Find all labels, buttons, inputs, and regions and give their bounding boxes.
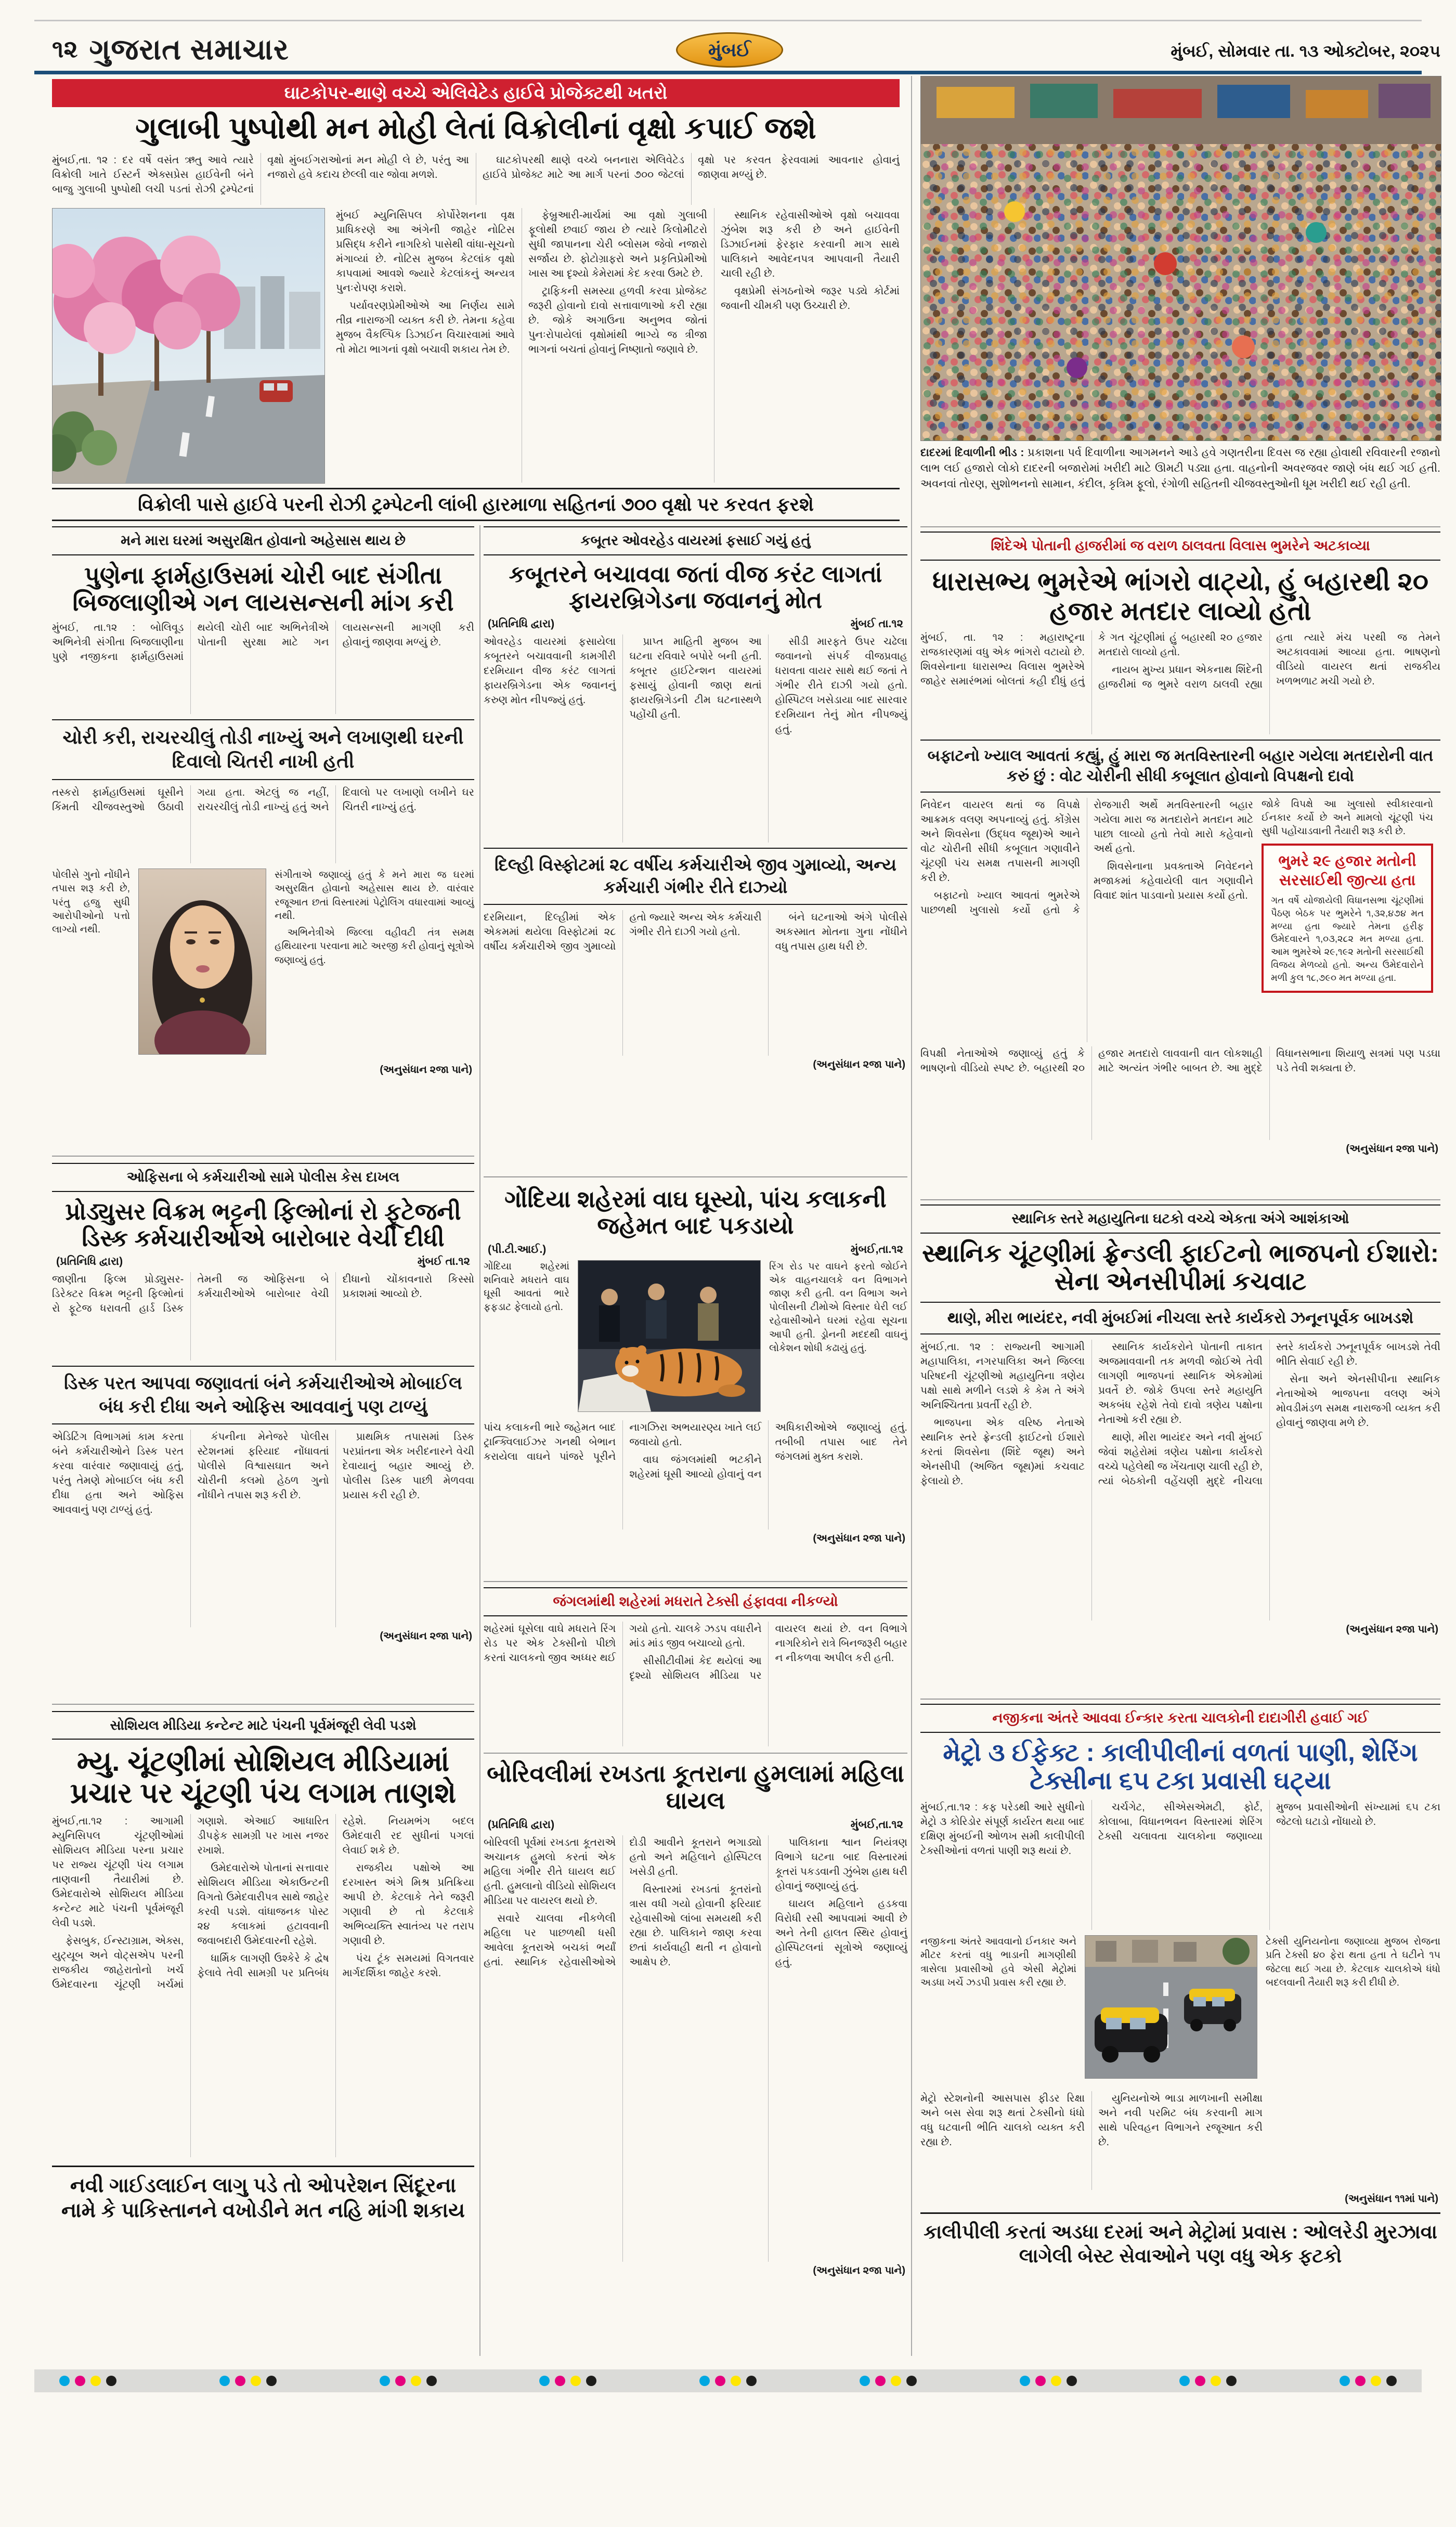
lead-kicker: ઘાટકોપર-થાણે વચ્ચે એલિવેટેડ હાઈવે પ્રોજેક્ટથી ખતરો — [52, 79, 900, 107]
pink-trees-illustration — [53, 209, 324, 483]
body-paragraph: યુનિયનોએ ભાડા માળખાની સમીક્ષા અને નવી પરમિટ બંધ કરવાની માગ સાથે પરિવહન વિભાગને રજૂઆત કરી છે. — [1098, 2093, 1263, 2148]
bhumre-stat-box — [1262, 844, 1433, 992]
pigeon-kicker: કબૂતર ઓવરહેડ વાયરમાં ફસાઈ ગયું હતું — [484, 526, 907, 555]
sangeeta-portrait-photo — [138, 869, 266, 1055]
cmyk-dot-group — [1179, 2376, 1237, 2386]
cmyk-dot-group — [380, 2376, 437, 2386]
body-paragraph: મુંબઈ, તા. ૧૨ : મહારાષ્ટ્રના રાજકારણમાં વધુ એક ભાંગરો વટાયો છે. શિવસેનાના ધારાસભ્ય વિલાસ ભુમરેએ જાહેર સમારંભમાં બોલતાં કહી દીધું હતું કે ગત ચૂંટણીમાં હું બહારથી ૨૦ હજાર મતદારો લાવ્યો હતો. — [920, 631, 1263, 687]
tiger-body-2 — [484, 1420, 907, 1530]
body-paragraph: મુંબઈ,તા.૧૨ : કફ પરેડથી આરે સુધીનો મેટ્રો ૩ કોરિડોર સંપૂર્ણ કાર્યરત થયા બાદ દક્ષિણ મુંબઈની ઓળખ સમી કાલીપીલી ટેક્સીઓનાં વળતાં પાણી શરૂ થયાં છે. — [920, 1802, 1085, 1857]
registration-dot — [411, 2376, 421, 2386]
registration-dot — [891, 2376, 901, 2386]
sangeeta-headline: પુણેના ફાર્મહાઉસમાં ચોરી બાદ સંગીતા બિજલાણીએ ગન લાયસન્સની માંગ કરી — [72, 561, 454, 616]
divider — [920, 526, 1440, 527]
registration-dot — [75, 2376, 85, 2386]
taxi-body-2 — [920, 2091, 1440, 2190]
registration-dot — [1355, 2376, 1366, 2386]
credit-dateline: મુંબઈ તા.૧૨ — [850, 618, 903, 630]
borivali-credit — [488, 1819, 903, 1831]
registration-dot — [555, 2376, 565, 2386]
edition-badge: મુંબઈ — [676, 32, 783, 68]
body-paragraph: ગોંદિયા શહેરમાં શનિવારે મધરાતે વાઘ ઘૂસી આવતાં ભારે ફફડાટ ફેલાયો હતો. — [484, 1261, 569, 1313]
registration-dot — [746, 2376, 757, 2386]
body-paragraph: શિવસેનાના પ્રવક્તાએ નિવેદનને મજાકમાં કહેવાયેલી વાત ગણાવીને વિવાદ શાંત પાડવાનો પ્રયાસ કર્યો હતો. — [1094, 860, 1253, 901]
body-paragraph: વિપક્ષી નેતાઓએ જણાવ્યું હતું કે ભાષણનો વીડિયો સ્પષ્ટ છે. બહારથી ૨૦ હજાર મતદારો લાવવાની વાત લોકશાહી માટે અત્યંત ગંભીર બાબત છે. આ મુદ્દે વિધાનસભાના શિયાળુ સત્રમાં પણ પડઘા પડે તેવી શક્યતા છે. — [920, 1047, 1440, 1074]
lead-body-top — [52, 153, 900, 205]
body-paragraph: રિંગ રોડ પર વાઘને ફરતો જોઈને એક વાહનચાલકે વન વિભાગને જાણ કરી હતી. વન વિભાગ અને પોલીસની ટીમોએ વિસ્તાર ઘેરી લઈ રહેવાસીઓને ઘરમાં રહેવા સૂચના આપી હતી. ડ્રોનની મદદથી વાઘનું લોકેશન શોધી કઢાયું હતું. — [769, 1261, 907, 1354]
body-paragraph: રાજકીય પક્ષોએ આ દરખાસ્ત અંગે મિશ્ર પ્રતિક્રિયા આપી છે. કેટલાકે તેને જરૂરી ગણાવી છે તો કેટલાકે અભિવ્યક્તિ સ્વાતંત્ર્ય પર તરાપ ગણાવી છે. — [342, 1862, 474, 1947]
body-paragraph: નજીકના અંતરે આવવાનો ઈનકાર અને મીટર કરતાં વધુ ભાડાની માગણીથી ત્રાસેલા પ્રવાસીઓ હવે એસી મેટ્રોમાં અડધા ખર્ચે ઝડપી પ્રવાસ કરી રહ્યા છે. — [920, 1936, 1076, 1988]
registration-dot — [539, 2376, 550, 2386]
pink-trumpet-trees-photo — [52, 208, 325, 484]
sangeeta-side-left — [52, 869, 130, 1061]
mahayuti-kicker: સ્થાનિક સ્તરે મહાયુતિના ઘટકો વચ્ચે એકતા અંગે આશંકાઓ — [920, 1204, 1440, 1234]
divider — [920, 1699, 1440, 1700]
header-rule — [34, 71, 1422, 74]
bhumre-body-2 — [920, 798, 1253, 1042]
body-paragraph: સંગીતાએ જણાવ્યું હતું કે મને મારા જ ઘરમાં અસુરક્ષિત હોવાનો અહેસાસ થાય છે. વારંવાર રજૂઆત છતાં વિસ્તારમાં પેટ્રોલિંગ વધારવામાં આવ્યું નથી. — [275, 870, 474, 922]
registration-dot — [59, 2376, 70, 2386]
divider — [52, 1156, 474, 1157]
registration-dot — [106, 2376, 116, 2386]
main-column-rule — [911, 76, 912, 2356]
body-paragraph: વૃક્ષપ્રેમી સંગઠનોએ જરૂર પડ્યે કોર્ટમાં જવાની ચીમકી પણ ઉચ્ચારી છે. — [721, 286, 900, 312]
registration-dot — [860, 2376, 870, 2386]
story-mahayuti — [920, 1204, 1440, 1695]
body-paragraph: કંપનીના મેનેજરે પોલીસ સ્ટેશનમાં ફરિયાદ નોંધાવતાં પોલીસે વિશ્વાસઘાત અને ચોરીની કલમો હેઠળ ગુનો નોંધીને તપાસ શરૂ કરી છે. — [197, 1431, 329, 1501]
registration-dot — [1226, 2376, 1237, 2386]
body-paragraph: એડિટિંગ વિભાગમાં કામ કરતા બંને કર્મચારીઓને ડિસ્ક પરત કરવા વારંવાર જણાવાયું હતું, પરંતુ તેમણે મોબાઈલ બંધ કરી દીધા હતા અને ઓફિસ આવવાનું પણ ટાળ્યું હતું. — [52, 1431, 184, 1515]
registration-dot — [875, 2376, 886, 2386]
vikram-deck: ડિસ્ક પરત આપવા જણાવતાં બંને કર્મચારીઓએ મોબાઈલ બંધ કરી દીધા અને ઓફિસ આવવાનું પણ ટાળ્યું — [52, 1366, 474, 1424]
body-paragraph: પોલીસે ગુનો નોંધીને તપાસ શરૂ કરી છે, પરંતુ હજુ સુધી આરોપીઓનો પત્તો લાગ્યો નથી. — [52, 870, 130, 936]
credit-byline: (પ્રતિનિધિ દ્વારા) — [488, 618, 555, 630]
body-paragraph: ઘાયલ મહિલાને હડકવા વિરોધી રસી આપવામાં આવી છે અને તેની હાલત સ્થિર હોવાનું હોસ્પિટલનાં સૂત્રોએ જણાવ્યું હતું. — [775, 1898, 907, 1968]
bhumre-body-3 — [920, 1046, 1440, 1140]
body-paragraph: પાંચ કલાકની ભારે જહેમત બાદ ટ્રાન્ક્વિલાઈઝર ગનથી બેભાન કરાયેલા વાઘને પાંજરે પૂરીને નાગઝિરા અભયારણ્ય ખાતે લઈ જવાયો હતો. — [484, 1421, 762, 1462]
vikram-kicker: ઓફિસના બે કર્મચારીઓ સામે પોલીસ કેસ દાખલ — [52, 1163, 474, 1192]
tiger-credit — [488, 1243, 903, 1256]
body-paragraph: ચર્ચગેટ, સીએસએમટી, ફોર્ટ, કોલાબા, વિધાનભવન વિસ્તારમાં શેરિંગ ટેક્સી ચલાવતા ચાલકોના જણાવ્યા મુજબ પ્રવાસીઓની સંખ્યામાં ૬૫ ટકા જેટલો ઘટાડો નોંધાયો છે. — [1098, 1802, 1440, 1843]
mahayuti-deck: થાણે, મીરા ભાયંદર, નવી મુંબઈમાં નીચલા સ્તરે કાર્યકરો ઝનૂનપૂર્વક બાખડશે — [920, 1302, 1440, 1334]
jungle-taxi-kicker: જંગલમાંથી શહેરમાં મધરાતે ટેક્સી હંફાવવા નીકળ્યો — [484, 1587, 907, 1616]
registration-strip — [34, 2369, 1422, 2392]
cmyk-dot-group — [1020, 2376, 1077, 2386]
story-borivali-block — [484, 1587, 907, 2356]
bhumre-right-stack — [1262, 798, 1433, 1042]
tiger-headline: ગોંદિયા શહેરમાં વાઘ ઘૂસ્યો, પાંચ કલાકની જહેમત બાદ પકડાયો — [504, 1186, 887, 1239]
divider — [484, 1176, 907, 1177]
sangeeta-kicker: મને મારા ઘરમાં અસુરક્ષિત હોવાનો અહેસાસ થાય છે — [52, 526, 474, 555]
body-paragraph: સીસીટીવીમાં કેદ થયેલાં આ દૃશ્યો સોશિયલ મીડિયા પર વાયરલ થયાં છે. વન વિભાગે નાગરિકોને રાત્રે બિનજરૂરી બહાર ન નીકળવા અપીલ કરી હતી. — [629, 1623, 907, 1681]
body-paragraph: સેના અને એનસીપીના સ્થાનિક નેતાઓએ ભાજપના વલણ અંગે મોવડીમંડળ સમક્ષ નારાજગી વ્યક્ત કરી હોવાનું જાણવા મળે છે. — [1276, 1373, 1440, 1429]
jungle-taxi-body — [484, 1622, 907, 1746]
bhumre-kicker: શિંદેએ પોતાની હાજરીમાં જ વરાળ ઠાલવતા વિલાસ ભુમરેને અટકાવ્યા — [920, 532, 1440, 561]
body-paragraph: ઓવરહેડ વાયરમાં ફસાયેલા કબૂતરને બચાવવાની કામગીરી દરમિયાન વીજ કરંટ લાગતાં ફાયરબ્રિગેડના એક જવાનનું કરુણ મોત નીપજ્યું હતું. — [484, 636, 616, 706]
lead-headline: ગુલાબી પુષ્પોથી મન મોહી લેતાં વિક્રોલીનાં વૃક્ષો કપાઈ જશે — [135, 111, 816, 145]
body-paragraph: પર્યાવરણપ્રેમીઓએ આ નિર્ણય સામે તીવ્ર નારાજગી વ્યક્ત કરી છે. તેમના કહેવા મુજબ વૈકલ્પિક ડિઝાઈન વિચારવામાં આવે તો મોટા ભાગનાં વૃક્ષો બચાવી શકાય તેમ છે. — [336, 300, 515, 355]
registration-dot — [699, 2376, 710, 2386]
registration-dot — [1067, 2376, 1077, 2386]
sangeeta-side-right — [275, 869, 474, 1061]
crowd-illustration — [921, 76, 1441, 440]
bhumre-claim-deck: બફાટનો ખ્યાલ આવતાં કહ્યું, હું મારા જ મતવિસ્તારની બહાર ગયેલા મતદારોની વાત કરું છું : વોટ ચોરીની સીધી કબૂલાત હોવાનો વિપક્ષનો દાવો — [920, 740, 1440, 793]
pigeon-continuation: (અનુસંધાન ૨જા પાને) — [813, 1058, 905, 1070]
social-kicker: સોશિયલ મીડિયા કન્ટેન્ટ માટે પંચની પૂર્વમંજૂરી લેવી પડશે — [52, 1711, 474, 1740]
registration-dot — [1195, 2376, 1205, 2386]
registration-dot — [906, 2376, 917, 2386]
body-paragraph: બંને ઘટનાઓ અંગે પોલીસે અકસ્માત મોતના ગુના નોંધીને વધુ તપાસ હાથ ધરી છે. — [775, 911, 907, 952]
taxi-side-right — [1266, 1935, 1440, 2086]
divider — [920, 1199, 1440, 1200]
body-paragraph: ઘાટકોપરથી થાણે વચ્ચે બનનારા એલિવેટેડ હાઈવે પ્રોજેક્ટ માટે આ માર્ગ પરનાં ૭૦૦ જેટલાં વૃક્ષો પર કરવત ફેરવવામાં આવનાર હોવાનું જાણવા મળ્યું છે. — [483, 154, 900, 180]
newspaper-logo: ગુજરાત સમાચાર — [89, 32, 289, 66]
kaali-peeli-taxi-photo — [1085, 1935, 1257, 2079]
registration-dot — [570, 2376, 581, 2386]
registration-dot — [731, 2376, 741, 2386]
bhumre-body-1 — [920, 630, 1440, 734]
registration-dot — [715, 2376, 725, 2386]
body-paragraph: નાયબ મુખ્ય પ્રધાન એકનાથ શિંદેની હાજરીમાં જ ભુમરે વરાળ ઠાલવી રહ્યા હતા ત્યારે મંચ પરથી જ તેમને અટકાવવામાં આવ્યા હતા. ભાષણનો વીડિયો વાયરલ થતાં રાજકીય ખળભળાટ મચી ગયો છે. — [1098, 631, 1440, 690]
taxi-side-left — [920, 1935, 1076, 2086]
body-paragraph: વિસ્તારમાં રખડતાં કૂતરાંનો ત્રાસ વધી ગયો હોવાની ફરિયાદ રહેવાસીઓ લાંબા સમયથી કરી રહ્યા છે. પાલિકાને જાણ કરવા છતાં કાર્યવાહી થતી ન હોવાનો આક્ષેપ છે. — [629, 1883, 762, 1968]
caption-text: પ્રકાશના પર્વ દિવાળીના આગમનને આડે હવે ગણતરીના દિવસ જ રહ્યા હોવાથી રવિવારની રજાનો લાભ લઈ હજારો લોકો દાદરની બજારોમાં ખરીદી માટે ઊમટી પડ્યા હતા. વાહનોની અવરજવર જાણે બંધ થઈ ગઈ હતી. અવનવાં તોરણ, સુશોભનનો સામાન, કંદીલ, કૃત્રિમ ફૂલો, રંગોળી સહિતની ચીજવસ્તુઓની ધૂમ ખરીદી થઈ રહી હતી. — [920, 447, 1440, 490]
bhumre-continuation: (અનુસંધાન ૨જા પાને) — [1346, 1143, 1438, 1155]
credit-byline: (પ્રતિનિધિ દ્વારા) — [488, 1818, 555, 1831]
credit-dateline: મુંબઈ,તા.૧૨ — [850, 1818, 903, 1831]
body-paragraph: ભાજપના એક વરિષ્ઠ નેતાએ સ્થાનિક સ્તરે ફ્રેન્ડલી ફાઈટનો ઈશારો કરતાં શિવસેના (શિંદે જૂથ) અને એનસીપી (અજિત જૂથ)માં કચવાટ ફેલાયો છે. — [920, 1417, 1085, 1487]
sangeeta-body-mid — [52, 785, 474, 863]
caption-lead-in: દાદરમાં દિવાળીની ભીડ : — [920, 447, 1024, 459]
story-gondia-tiger — [484, 1184, 907, 1576]
registration-dot — [380, 2376, 390, 2386]
social-bottom-headline: નવી ગાઈડલાઈન લાગુ પડે તો ઓપરેશન સિંદૂરના નામે કે પાકિસ્તાનને વખોડીને મત નહિ માંગી શકાય — [52, 2166, 474, 2224]
dadar-diwali-crowd-photo — [920, 76, 1441, 441]
body-paragraph: નિવેદન વાયરલ થતાં જ વિપક્ષે આક્રમક વલણ અપનાવ્યું હતું. કોંગ્રેસ અને શિવસેના (ઉદ્ધવ જૂથ)એ આને વોટ ચોરીની સીધી કબૂલાત ગણાવીને ચૂંટણી પંચ સમક્ષ તપાસની માગણી કરી છે. — [920, 799, 1080, 884]
registration-dot — [1020, 2376, 1030, 2386]
page-number: ૧૨ — [52, 35, 78, 62]
body-paragraph: દરમિયાન, દિલ્હીમાં એક એકમમાં થયેલા વિસ્ફોટમાં ૨૮ વર્ષીય કર્મચારીએ જીવ ગુમાવ્યો હતો જ્યારે અન્ય એક કર્મચારી ગંભીર રીતે દાઝી ગયો હતો. — [484, 911, 762, 952]
body-paragraph: બોરિવલી પૂર્વમાં રખડતા કૂતરાએ અચાનક હુમલો કરતાં એક મહિલા ગંભીર રીતે ઘાયલ થઈ હતી. હુમલાનો વીડિયો સોશિયલ મીડિયા પર વાયરલ થયો છે. — [484, 1836, 616, 1907]
body-paragraph: સ્થાનિક રહેવાસીઓએ વૃક્ષો બચાવવા ઝુંબેશ શરૂ કરી છે અને હાઈવેની ડિઝાઈનમાં ફેરફાર કરવાની માગ સાથે પાલિકાને આવેદનપત્ર આપવાની તૈયારી ચાલી રહી છે. — [721, 210, 900, 279]
stat-box-title: ભુમરે ૨૯ હજાર મતોની સરસાઈથી જીત્યા હતા — [1278, 853, 1416, 889]
sangeeta-body-1 — [52, 620, 474, 714]
registration-dot — [90, 2376, 101, 2386]
vikram-body-2 — [52, 1430, 474, 1627]
body-paragraph: ટ્રાફિકની સમસ્યા હળવી કરવા પ્રોજેક્ટ જરૂરી હોવાનો દાવો સત્તાવાળાઓ કરી રહ્યા છે. જોકે અગાઉના અનુભવ જોતાં પુનઃરોપાયેલાં વૃક્ષોમાંથી ભાગ્યે જ ત્રીજા ભાગનાં બચતાં હોવાનું નિષ્ણાતો જણાવે છે. — [528, 286, 707, 355]
registration-dot — [266, 2376, 277, 2386]
captured-tiger-photo — [578, 1260, 761, 1412]
registration-dot — [1386, 2376, 1397, 2386]
cmyk-dot-group — [59, 2376, 116, 2386]
body-paragraph: જાણીતા ફિલ્મ પ્રોડ્યુસર-ડિરેક્ટર વિક્રમ ભટ્ટની ફિલ્મોનાં રો ફૂટેજ ધરાવતી હાર્ડ ડિસ્ક તેમની જ ઓફિસના બે કર્મચારીઓએ બારોબાર વેચી દીધાનો ચોંકાવનારો કિસ્સો પ્રકાશમાં આવ્યો છે. — [52, 1274, 474, 1315]
body-paragraph: પાલિકાના શ્વાન નિયંત્રણ વિભાગે ઘટના બાદ વિસ્તારમાં કૂતરાં પકડવાની ઝુંબેશ હાથ ધરી હોવાનું જણાવ્યું હતું. — [775, 1836, 907, 1892]
sangeeta-deck: ચોરી કરી, રાચરચીલું તોડી નાખ્યું અને લખાણથી ઘરની દિવાલો ચિતરી નાખી હતી — [52, 719, 474, 781]
registration-dot — [1051, 2376, 1061, 2386]
cmyk-dot-group — [1340, 2376, 1397, 2386]
borivali-headline: બોરિવલીમાં રખડતા કૂતરાના હુમલામાં મહિલા ઘાયલ — [487, 1759, 904, 1815]
pigeon-body-2 — [484, 910, 907, 1056]
vikram-credit — [56, 1255, 470, 1268]
social-headline: મ્યુ. ચૂંટણીમાં સોશિયલ મીડિયામાં પ્રચાર પર ચૂંટણી પંચ લગામ તાણશે — [70, 1745, 457, 1809]
registration-dot — [426, 2376, 437, 2386]
taxi-illustration — [1085, 1936, 1257, 2078]
pigeon-headline: કબૂતરને બચાવવા જતાં વીજ કરંટ લાગતાં ફાયરબ્રિગેડના જવાનનું મોત — [509, 561, 882, 613]
body-paragraph: મુંબઈ,તા.૧૨ : આગામી મ્યુનિસિપલ ચૂંટણીઓમાં સોશિયલ મીડિયા પરના પ્રચાર પર રાજ્ય ચૂંટણી પંચ લગામ તાણવાની તૈયારીમાં છે. ઉમેદવારોએ સોશિયલ મીડિયા કન્ટેન્ટ માટે પંચની પૂર્વમંજૂરી લેવી પડશે. — [52, 1815, 184, 1929]
cmyk-dot-group — [699, 2376, 757, 2386]
registration-dot — [219, 2376, 230, 2386]
mahayuti-continuation: (અનુસંધાન ૨જા પાને) — [1346, 1624, 1438, 1636]
story-vikram-bhatt — [52, 1163, 474, 1699]
registration-dot — [586, 2376, 596, 2386]
crowd-photo-caption — [920, 445, 1440, 523]
body-paragraph: શહેરમાં ઘૂસેલા વાઘે મધરાતે રિંગ રોડ પર એક ટેક્સીનો પીછો કરતાં ચાલકનો જીવ અધ્ધર થઈ ગયો હતો. ચાલકે ઝડપ વધારીને માંડ માંડ જીવ બચાવ્યો હતો. — [484, 1623, 762, 1664]
taxi-bottom-band: કાલીપીલી કરતાં અડધા દરમાં અને મેટ્રોમાં પ્રવાસ : ઓલરેડી મુરઝાવા લાગેલી બેસ્ટ સેવાઓને પણ વધુ એક ફટકો — [920, 2212, 1440, 2269]
cmyk-dot-group — [219, 2376, 277, 2386]
vikram-headline: પ્રોડ્યુસર વિક્રમ ભટ્ટની ફિલ્મોનાં રો ફૂટેજની ડિસ્ક કર્મચારીઓએ બારોબાર વેચી દીધી — [65, 1198, 461, 1252]
registration-dot — [235, 2376, 245, 2386]
cmyk-dot-group — [539, 2376, 596, 2386]
credit-dateline: મુંબઈ તા.૧૨ — [417, 1255, 470, 1268]
bhumre-box-note: જોકે વિપક્ષે આ ખુલાસો સ્વીકારવાનો ઈનકાર કર્યો છે અને મામલો ચૂંટણી પંચ સુધી પહોંચાડવાની તૈયારી શરૂ કરી છે. — [1262, 798, 1433, 837]
registration-dot — [1035, 2376, 1046, 2386]
lead-body-main — [336, 208, 900, 483]
pigeon-delhi-deck: દિલ્હી વિસ્ફોટમાં ૨૮ વર્ષીય કર્મચારીએ જીવ ગુમાવ્યો, અન્ય કર્મચારી ગંભીર રીતે દાઝ્યો — [484, 848, 907, 905]
vikram-continuation: (અનુસંધાન ૨જા પાને) — [380, 1630, 472, 1642]
story-pigeon — [484, 526, 907, 1171]
body-paragraph: મેટ્રો સ્ટેશનોની આસપાસ ફીડર રિક્ષા અને બસ સેવા શરૂ થતાં ટેક્સીનો ધંધો વધુ ઘટવાની ભીતિ ચાલકો વ્યક્ત કરી રહ્યા છે. — [920, 2093, 1085, 2148]
credit-dateline: મુંબઈ,તા.૧૨ — [850, 1243, 903, 1255]
tiger-side-right — [769, 1260, 907, 1416]
registration-dot — [1340, 2376, 1350, 2386]
body-paragraph: તસ્કરો ફાર્મહાઉસમાં ઘૂસીને કિંમતી ચીજવસ્તુઓ ઉઠાવી ગયા હતા. એટલું જ નહીં, રાચરચીલું તોડી નાખ્યું હતું અને દિવાલો પર લખાણો લખીને ઘર ચિતરી નાખ્યું હતું. — [52, 787, 474, 813]
body-paragraph: અભિનેત્રીએ જિલ્લા વહીવટી તંત્ર સમક્ષ હથિયારના પરવાના માટે અરજી કરી હોવાનું સૂત્રોએ જણાવ્યું હતું. — [275, 927, 474, 966]
taxi-headline: મેટ્રો ૩ ઈફેક્ટ : કાલીપીલીનાં વળતાં પાણી, શેરિંગ ટેક્સીના ૬૫ ટકા પ્રવાસી ઘટ્યા — [943, 1739, 1418, 1795]
story-social-media — [52, 1711, 474, 2356]
body-paragraph: મુંબઈ, તા.૧૨ : બોલિવૂડ અભિનેત્રી સંગીતા બિજલાણીના પુણે નજીકના ફાર્મહાઉસમાં થયેલી ચોરી બાદ અભિનેત્રીએ પોતાની સુરક્ષા માટે ગન લાયસન્સની માગણી કરી હોવાનું જાણવા મળ્યું છે. — [52, 621, 474, 663]
body-paragraph: ઉમેદવારોએ પોતાનાં સત્તાવાર સોશિયલ મીડિયા એકાઉન્ટની વિગતો ઉમેદવારીપત્ર સાથે જાહેર કરવી પડશે. વાંધાજનક પોસ્ટ ૨૪ કલાકમાં હટાવવાની જવાબદારી ઉમેદવારની રહેશે. — [197, 1862, 329, 1947]
divider — [484, 1753, 907, 1754]
pigeon-credit — [488, 618, 903, 630]
body-paragraph: મુંબઈ,તા. ૧૨ : દર વર્ષે વસંત ઋતુ આવે ત્યારે વિક્રોલી ખાતે ઈસ્ટર્ન એક્સપ્રેસ હાઈવેની બંને બાજુ ગુલાબી પુષ્પોથી લચી પડતાં રોઝી ટ્રમ્પેટનાં વૃક્ષો મુંબઈગરાઓનાં મન મોહી લે છે, પરંતુ આ નજારો હવે કદાચ છેલ્લી વાર જોવા મળશે. — [52, 154, 469, 195]
mahayuti-body — [920, 1340, 1440, 1621]
edition-date: મુંબઈ, સોમવાર તા. ૧૩ ઓક્ટોબર, ૨૦૨૫ — [1171, 42, 1440, 60]
body-paragraph: ફેબ્રુઆરી-માર્ચમાં આ વૃક્ષો ગુલાબી ફૂલોથી છવાઈ જાય છે ત્યારે કિલોમીટરો સુધી જાપાનના ચેરી બ્લોસમ જેવો નજારો સર્જાય છે. ફોટોગ્રાફરો અને પ્રકૃતિપ્રેમીઓ ખાસ આ દૃશ્યો કેમેરામાં કેદ કરવા ઉમટે છે. — [528, 210, 707, 279]
body-paragraph: ફેસબુક, ઈન્સ્ટાગ્રામ, એક્સ, યુટ્યૂબ અને વોટ્સએપ પરની રાજકીય જાહેરાતોનો ખર્ચ ઉમેદવારના ચૂંટણી ખર્ચમાં ગણાશે. એઆઈ આધારિત ડીપફેક સામગ્રી પર ખાસ નજર રખાશે. — [52, 1815, 329, 1990]
body-paragraph: થાણે, મીરા ભાયંદર અને નવી મુંબઈ જેવાં શહેરોમાં ત્રણેય પક્ષોના કાર્યકરો વચ્ચે પહેલેથી જ ખેંચતાણ ચાલી રહી છે, ત્યાં બેઠકોની વહેંચણી મુદ્દે નીચલા સ્તરે કાર્યકરો ઝનૂનપૂર્વક બાખડશે તેવી ભીતિ સેવાઈ રહી છે. — [1098, 1341, 1440, 1487]
registration-dot — [1211, 2376, 1221, 2386]
credit-byline: (પ્રતિનિધિ દ્વારા) — [56, 1255, 123, 1268]
registration-dot — [1179, 2376, 1190, 2386]
body-paragraph: મુંબઈ મ્યુનિસિપલ કોર્પોરેશનના વૃક્ષ પ્રાધિકરણે આ અંગેની જાહેર નોટિસ પ્રસિદ્ધ કરીને નાગરિકો પાસેથી વાંધા-સૂચનો મંગાવ્યાં છે. નોટિસ મુજબ કેટલાંક વૃક્ષો કાપવામાં આવશે જ્યારે કેટલાંકનું અન્યત્ર પુનઃરોપણ કરાશે. — [336, 210, 515, 294]
taxi-body-1 — [920, 1800, 1440, 1930]
body-paragraph: પ્રાથમિક તપાસમાં ડિસ્ક પરપ્રાંતના એક ખરીદનારને વેચી દેવાયાનું બહાર આવ્યું છે. પોલીસ ડિસ્ક પાછી મેળવવા પ્રયાસ કરી રહી છે. — [342, 1431, 474, 1501]
mahayuti-headline: સ્થાનિક ચૂંટણીમાં ફ્રેન્ડલી ફાઈટનો ભાજપનો ઈશારો: સેના એનસીપીમાં કચવાટ — [922, 1239, 1439, 1296]
vikram-body-1 — [52, 1272, 474, 1360]
registration-dot — [395, 2376, 406, 2386]
body-paragraph: સ્થાનિક કાર્યકરોને પોતાની તાકાત અજમાવવાની તક મળવી જોઈએ તેવી લાગણી ભાજપનાં સ્થાનિક એકમોમાં પ્રવર્તે છે. જોકે ઉપલા સ્તરે મહાયુતિ અકબંધ રહેશે તેવો દાવો ત્રણેય પક્ષોના નેતાઓ કરી રહ્યા છે. — [1098, 1341, 1263, 1426]
divider — [484, 1581, 907, 1582]
body-paragraph: ટેક્સી યુનિયનોના જણાવ્યા મુજબ રોજના પ્રતિ ટેક્સી ૪૦ ફેરા થતા હતા તે ઘટીને ૧૫ જેટલા થઈ ગયા છે. કેટલાક ચાલકોએ ધંધો બદલવાની તૈયારી શરૂ કરી દીધી છે. — [1266, 1936, 1440, 1988]
body-paragraph: મુંબઈ,તા. ૧૨ : રાજ્યની આગામી મહાપાલિકા, નગરપાલિકા અને જિલ્લા પરિષદની ચૂંટણીઓ મહાયુતિના ત્રણેય પક્ષો સાથે મળીને લડશે કે કેમ તે અંગે અનિશ્ચિતતા પ્રવર્તી રહી છે. — [920, 1341, 1085, 1411]
body-paragraph: સવારે ચાલવા નીકળેલી મહિલા પર પાછળથી ધસી આવેલા કૂતરાએ બચકાં ભર્યાં હતાં. સ્થાનિક રહેવાસીઓએ દોડી આવીને કૂતરાને ભગાડ્યો હતો અને મહિલાને હોસ્પિટલ ખસેડી હતી. — [484, 1836, 762, 1968]
body-paragraph: પ્રાપ્ત માહિતી મુજબ આ ઘટના રવિવારે બપોરે બની હતી. કબૂતર હાઈટેન્શન વાયરમાં ફસાયું હોવાની જાણ થતાં ફાયરબ્રિગેડની ટીમ ઘટનાસ્થળે પહોંચી હતી. — [629, 636, 762, 721]
body-paragraph: પંચ ટૂંક સમયમાં વિગતવાર માર્ગદર્શિકા જાહેર કરશે. — [342, 1952, 474, 1979]
borivali-body — [484, 1835, 907, 2262]
body-paragraph: ધાર્મિક લાગણી ઉશ્કેરે કે દ્વેષ ફેલાવે તેવી સામગ્રી પર પ્રતિબંધ રહેશે. નિયમભંગ બદલ ઉમેદવારી રદ સુધીનાં પગલાં લેવાઈ શકે છે. — [197, 1815, 474, 1979]
tiger-continuation: (અનુસંધાન ૨જા પાને) — [813, 1532, 905, 1544]
top-trim-line — [34, 20, 1422, 21]
registration-dot — [1371, 2376, 1381, 2386]
body-paragraph: બફાટનો ખ્યાલ આવતાં ભુમરેએ પાછળથી ખુલાસો કર્યો હતો કે રોજગારી અર્થે મતવિસ્તારની બહાર ગયેલા મારા જ મતદારોને મતદાન માટે પાછા લાવ્યો હતો તેવો મારો કહેવાનો અર્થ હતો. — [920, 799, 1253, 916]
body-paragraph: સીડી મારફતે ઉપર ચઢેલા જવાનનો સંપર્ક વીજપ્રવાહ ધરાવતા વાયર સાથે થઈ જતાં તે ગંભીર રીતે દાઝી ગયો હતો. હોસ્પિટલ ખસેડાયા બાદ સારવાર દરમિયાન તેનું મોત નીપજ્યું હતું. — [775, 636, 907, 735]
bhumre-headline: ધારાસભ્ય ભુમરેએ ભાંગરો વાટ્યો, હું બહારથી ૨૦ હજાર મતદાર લાવ્યો હતો — [932, 566, 1428, 626]
taxi-continuation: (અનુસંધાન ૧૧માં પાને) — [1345, 2193, 1438, 2205]
body-paragraph: વાઘ જંગલમાંથી ભટકીને શહેરમાં ઘૂસી આવ્યો હોવાનું વન અધિકારીઓએ જણાવ્યું હતું. તબીબી તપાસ બાદ તેને જંગલમાં મુક્ત કરાશે. — [629, 1421, 907, 1480]
portrait-illustration — [139, 869, 266, 1054]
tiger-side-left — [484, 1260, 569, 1416]
pigeon-body-1 — [484, 634, 907, 843]
story-sangeeta — [52, 526, 474, 1150]
left-mid-column-rule — [479, 525, 480, 2356]
taxi-kicker: નજીકના અંતરે આવવા ઈન્કાર કરતા ચાલકોની દાદાગીરી હવાઈ ગઈ — [920, 1704, 1440, 1733]
cmyk-dot-group — [860, 2376, 917, 2386]
stat-box-text: ગત વર્ષે યોજાયેલી વિધાનસભા ચૂંટણીમાં પૈઠણ બેઠક પર ભુમરેને ૧,૩૨,૪૭૪ મત મળ્યા હતા જ્યારે તેમના હરીફ ઉમેદવારને ૧,૦૩,૨૮૨ મત મળ્યા હતા. આમ ભુમરેએ ૨૯,૧૯૨ મતોની સરસાઈથી વિજય મેળવ્યો હતો. અન્ય ઉમેદવારોને મળી કુલ ૧૮,૭૯૦ મત મળ્યા હતા. — [1271, 895, 1424, 983]
divider — [52, 1704, 474, 1705]
story-taxi-metro — [920, 1704, 1440, 2356]
registration-dot — [251, 2376, 261, 2386]
tiger-illustration — [578, 1261, 760, 1411]
story-bhumre — [920, 532, 1440, 1196]
lead-subheadline: વિક્રોલી પાસે હાઈવે પરની રોઝી ટ્રમ્પેટની લાંબી હારમાળા સહિતનાં ૭૦૦ વૃક્ષો પર કરવત ફરશે — [52, 488, 900, 521]
credit-byline: (પી.ટી.આઈ.) — [488, 1243, 547, 1255]
sangeeta-continuation: (અનુસંધાન ૨જા પાને) — [380, 1064, 472, 1076]
social-body — [52, 1814, 474, 2157]
borivali-continuation: (અનુસંધાન ૨જા પાને) — [813, 2264, 905, 2276]
